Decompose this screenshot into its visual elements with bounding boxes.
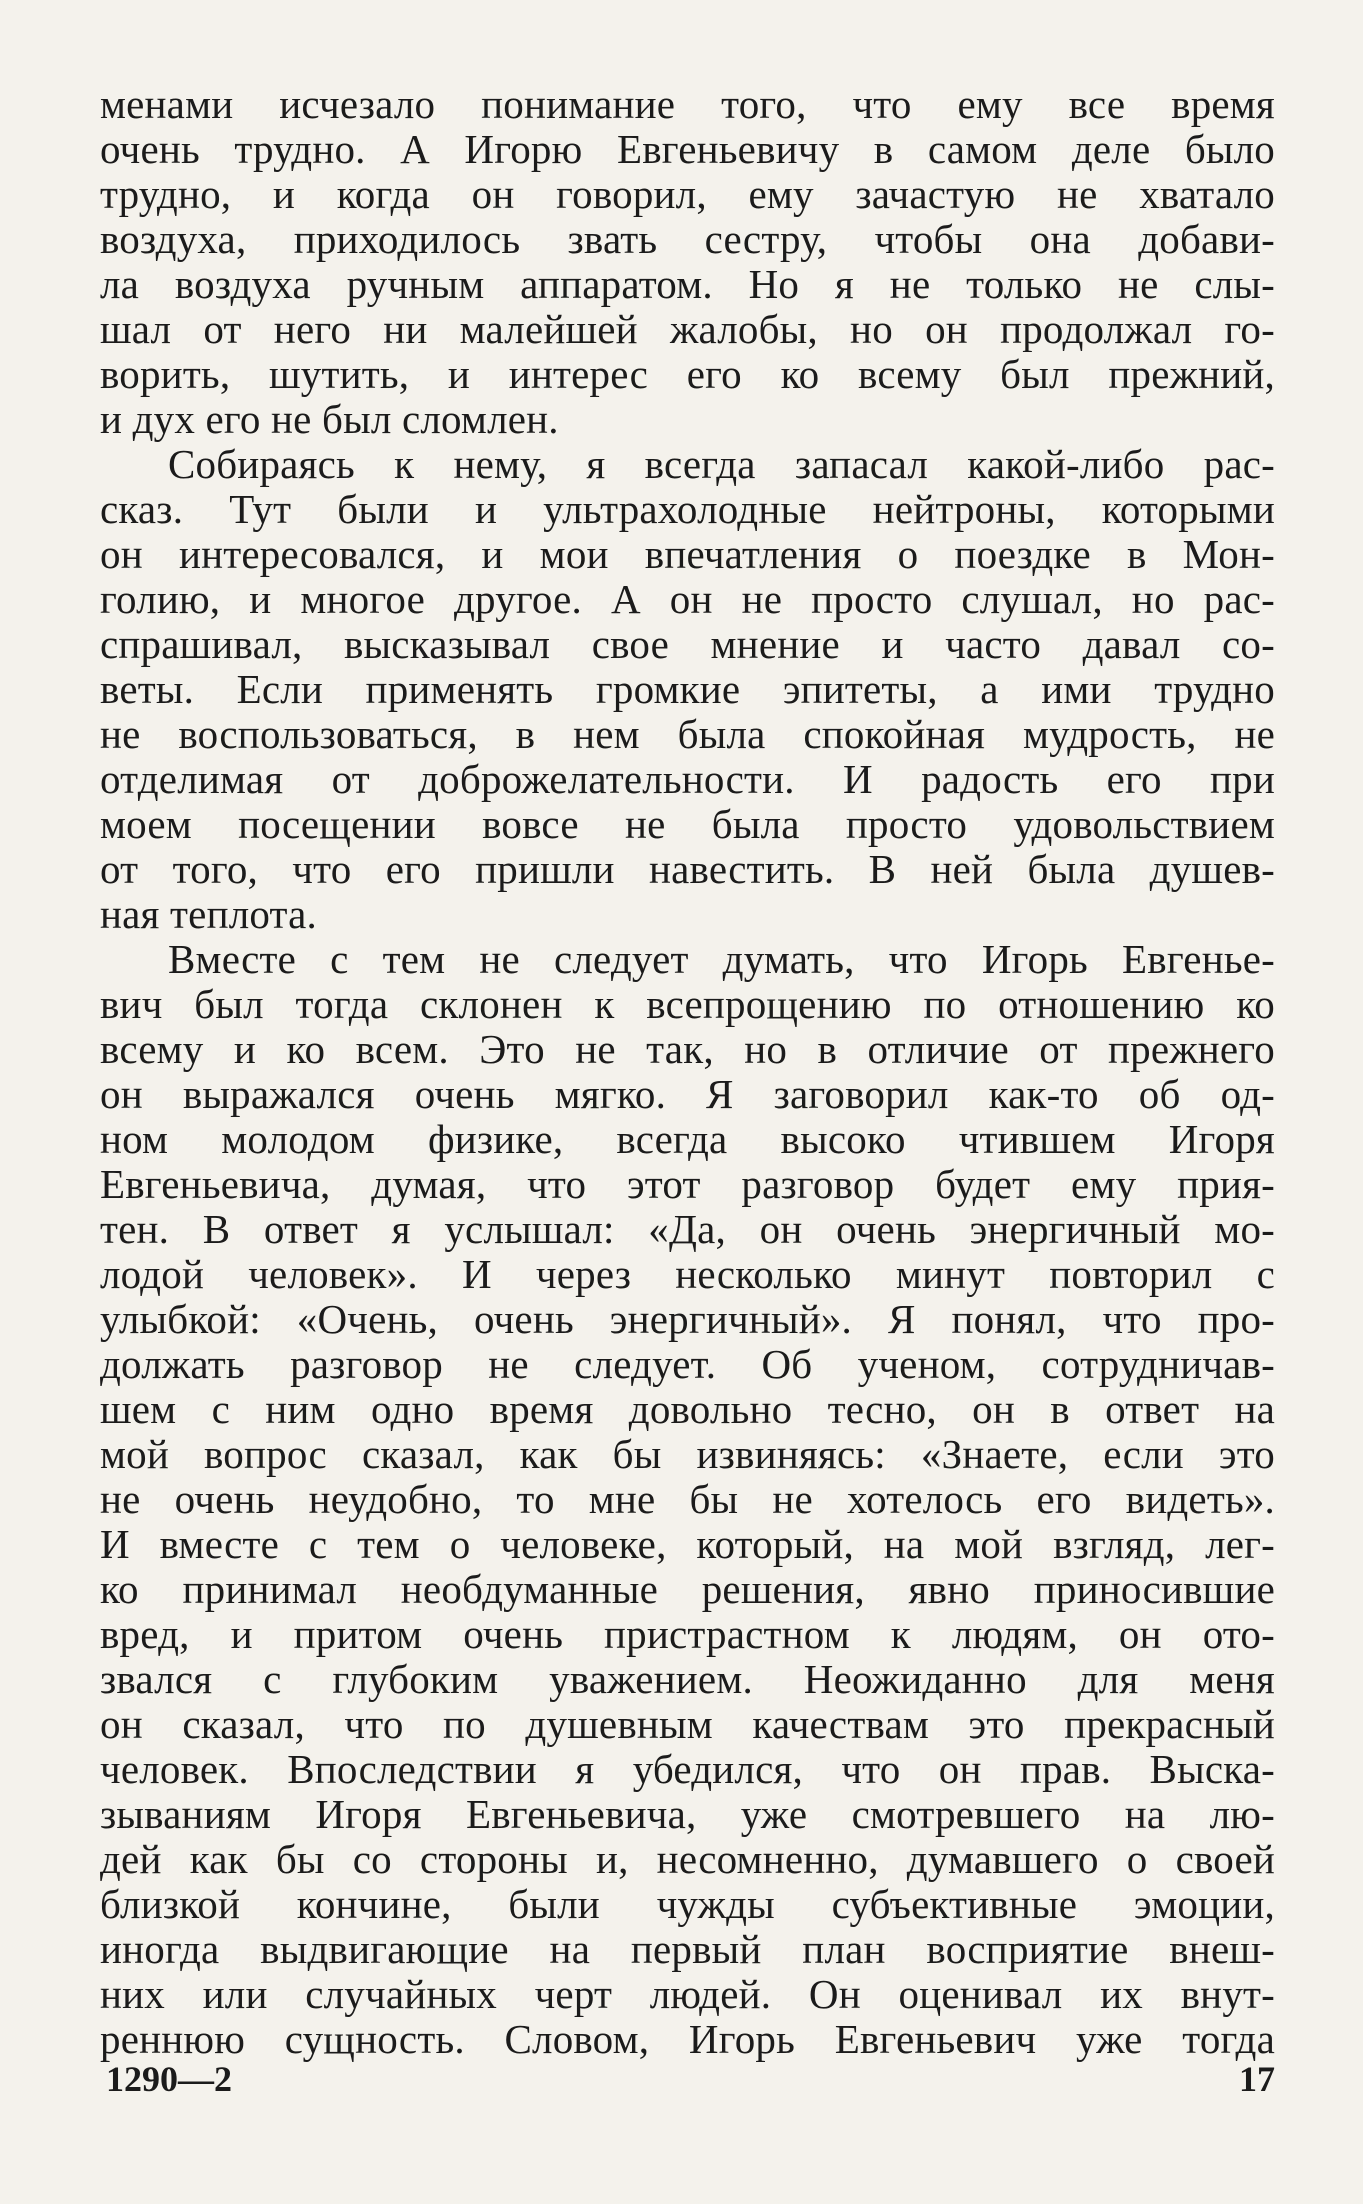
text-line: и дух его не был сломлен. (100, 396, 559, 442)
text-line: спрашивал, высказывал свое мнение и часто давал со- (100, 621, 1275, 667)
text-line: от того, что его пришли навестить. В ней была душев- (100, 846, 1275, 892)
text-line: лодой человек». И через несколько минут повторил с (100, 1251, 1275, 1297)
text-line: тен. В ответ я услышал: «Да, он очень энергичный мо- (100, 1206, 1275, 1252)
text-line: он выражался очень мягко. Я заговорил как-то об од- (100, 1071, 1275, 1117)
text-line: иногда выдвигающие на первый план восприятие внеш- (100, 1926, 1275, 1972)
text-line: трудно, и когда он говорил, ему зачастую не хватало (100, 171, 1275, 217)
printer-signature: 1290—2 (106, 2059, 232, 2099)
text-line: ная теплота. (100, 891, 317, 937)
text-line: должать разговор не следует. Об ученом, сотрудничав- (100, 1341, 1275, 1387)
text-line: вич был тогда склонен к всепрощению по отношению ко (100, 981, 1275, 1027)
text-line: Собираясь к нему, я всегда запасал какой-либо рас- (168, 441, 1275, 487)
text-line: вред, и притом очень пристрастном к людям, он ото- (100, 1611, 1275, 1657)
text-line: звался с глубоким уважением. Неожиданно для меня (100, 1656, 1275, 1702)
text-line: человек. Впоследствии я убедился, что он прав. Выска- (100, 1746, 1275, 1792)
text-line: ла воздуха ручным аппаратом. Но я не только не слы- (100, 261, 1275, 307)
text-line: воздуха, приходилось звать сестру, чтобы она добави- (100, 216, 1275, 262)
text-line: менами исчезало понимание того, что ему все время (100, 81, 1275, 127)
page-number: 17 (1239, 2059, 1275, 2099)
text-line: отделимая от доброжелательности. И радость его при (100, 756, 1275, 802)
text-line: он интересовался, и мои впечатления о поездке в Мон- (100, 531, 1275, 577)
text-line: веты. Если применять громкие эпитеты, а ими трудно (100, 666, 1275, 712)
paragraph (100, 442, 1275, 937)
text-line: И вместе с тем о человеке, который, на мой взгляд, лег- (100, 1521, 1275, 1567)
paragraph (100, 82, 1275, 442)
text-line: реннюю сущность. Словом, Игорь Евгеньевич уже тогда (100, 2016, 1275, 2062)
text-line: ворить, шутить, и интерес его ко всему был прежний, (100, 351, 1275, 397)
text-line: Вместе с тем не следует думать, что Игорь Евгенье- (168, 936, 1275, 982)
text-line: не очень неудобно, то мне бы не хотелось его видеть». (100, 1476, 1275, 1522)
text-line: дей как бы со стороны и, несомненно, думавшего о своей (100, 1836, 1275, 1882)
text-line: он сказал, что по душевным качествам это прекрасный (100, 1701, 1275, 1747)
page-footer (100, 2057, 1275, 2101)
text-line: мой вопрос сказал, как бы извиняясь: «Знаете, если это (100, 1431, 1275, 1477)
text-line: близкой кончине, были чужды субъективные эмоции, (100, 1881, 1275, 1927)
text-line: Евгеньевича, думая, что этот разговор будет ему прия- (100, 1161, 1275, 1207)
text-line: шем с ним одно время довольно тесно, он в ответ на (100, 1386, 1275, 1432)
text-line: не воспользоваться, в нем была спокойная мудрость, не (100, 711, 1275, 757)
text-line: ном молодом физике, всегда высоко чтившем Игоря (100, 1116, 1275, 1162)
text-line: зываниям Игоря Евгеньевича, уже смотревшего на лю- (100, 1791, 1275, 1837)
text-line: сказ. Тут были и ультрахолодные нейтроны, которыми (100, 486, 1275, 532)
text-line: улыбкой: «Очень, очень энергичный». Я понял, что про- (100, 1296, 1275, 1342)
text-line: шал от него ни малейшей жалобы, но он продолжал го- (100, 306, 1275, 352)
text-line: ко принимал необдуманные решения, явно приносившие (100, 1566, 1275, 1612)
text-line: голию, и многое другое. А он не просто слушал, но рас- (100, 576, 1275, 622)
text-line: очень трудно. А Игорю Евгеньевичу в самом деле было (100, 126, 1275, 172)
text-line: них или случайных черт людей. Он оценивал их внут- (100, 1971, 1275, 2017)
page-body (100, 82, 1275, 2062)
text-line: моем посещении вовсе не была просто удовольствием (100, 801, 1275, 847)
text-line: всему и ко всем. Это не так, но в отличие от прежнего (100, 1026, 1275, 1072)
paragraph (100, 937, 1275, 2062)
